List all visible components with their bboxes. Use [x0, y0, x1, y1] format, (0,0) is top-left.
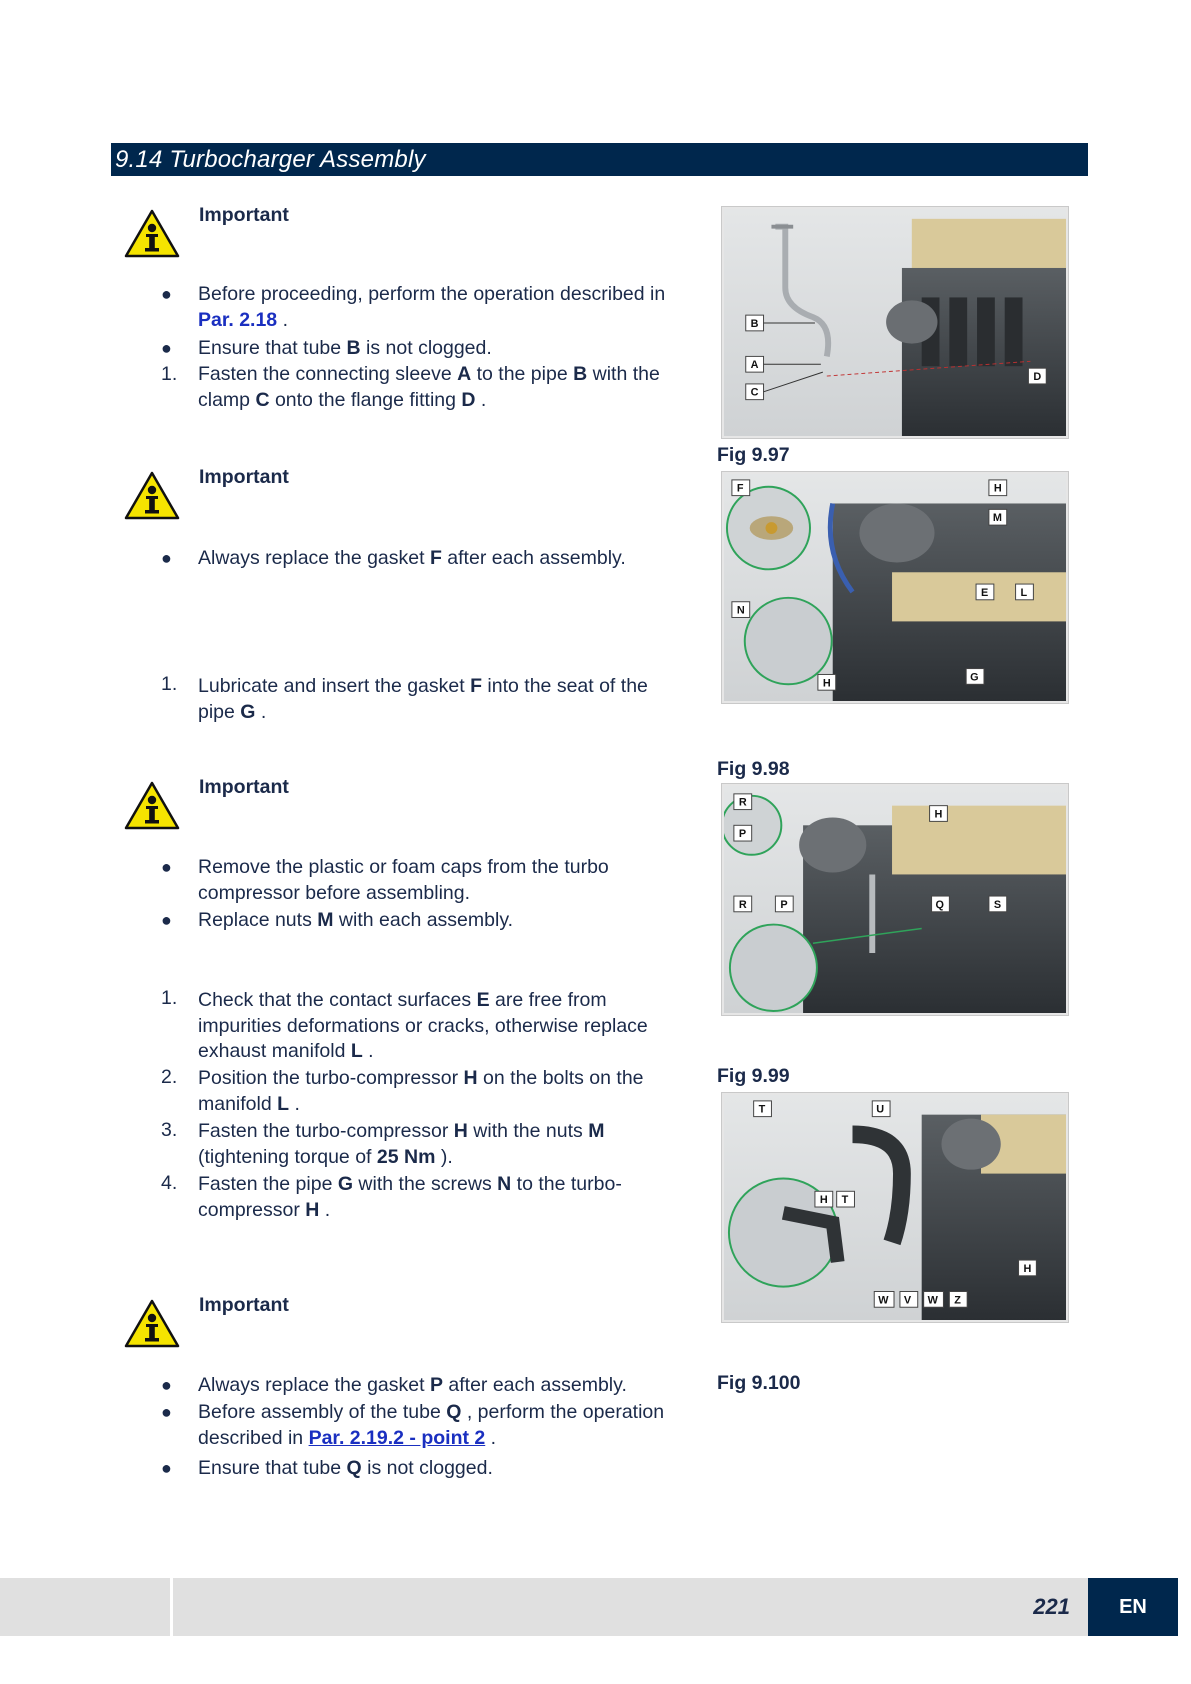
- fig-label: S: [993, 898, 1002, 911]
- bullet-icon: ●: [161, 548, 172, 568]
- par-2-19-2-link[interactable]: Par. 2.19.2 - point 2: [308, 1426, 486, 1449]
- ref-letter: F: [429, 547, 442, 569]
- language-badge: EN: [1088, 1578, 1178, 1636]
- text-span: Lubricate and insert the gasket: [198, 675, 471, 697]
- bullet-icon: ●: [161, 1402, 172, 1422]
- fig-label: H: [822, 677, 831, 690]
- fig-label: H: [1023, 1262, 1032, 1275]
- figure-caption: Fig 9.97: [717, 444, 790, 466]
- text-span: Replace nuts: [198, 909, 318, 931]
- fig-label: A: [750, 359, 759, 372]
- footer-divider: [170, 1578, 173, 1636]
- text-span: on the bolts on the manifold: [198, 1067, 644, 1115]
- figure-9-99: [722, 784, 1068, 1015]
- text-span: .: [485, 1426, 497, 1449]
- text-span: Always replace the gasket: [198, 547, 430, 569]
- ref-letter: C: [255, 388, 270, 411]
- page-footer: [0, 1578, 1178, 1636]
- engine-illustration: [724, 1095, 1066, 1320]
- text-span: to the turbo-compressor: [198, 1173, 622, 1221]
- bullet-item: [198, 908, 688, 934]
- ref-letter: F: [470, 675, 483, 697]
- bullet-icon: ●: [161, 857, 172, 877]
- text-span: .: [289, 1092, 300, 1115]
- bullet-icon: ●: [161, 338, 172, 358]
- fig-label: E: [980, 586, 989, 599]
- figure-9-97: [722, 207, 1068, 438]
- text-span: , perform the operation described in: [198, 1401, 665, 1449]
- fig-label: Z: [954, 1294, 961, 1307]
- text-span: Ensure that tube: [198, 337, 347, 359]
- fig-label: T: [758, 1103, 766, 1116]
- bullet-icon: ●: [161, 1375, 172, 1395]
- ref-letter: Q: [446, 1401, 462, 1423]
- text-span: into the seat of the pipe: [198, 675, 648, 723]
- figure-9-98: [722, 472, 1068, 703]
- ref-letter: G: [240, 700, 256, 723]
- text-span: with the clamp: [198, 363, 660, 411]
- fig-label: M: [992, 512, 1002, 525]
- fig-label: L: [1020, 586, 1028, 599]
- fig-label: Q: [935, 898, 944, 911]
- text-span: .: [475, 388, 487, 411]
- fig-label: T: [841, 1194, 849, 1207]
- warning-info-icon: [124, 470, 180, 520]
- text-span: is not clogged.: [360, 337, 492, 359]
- text-span: to the pipe: [471, 363, 574, 385]
- fig-label: R: [738, 898, 747, 911]
- ref-letter: L: [350, 1040, 363, 1062]
- fig-label: N: [736, 604, 745, 617]
- text-span: with the nuts: [467, 1120, 589, 1142]
- text-span: Fasten the pipe: [198, 1173, 338, 1195]
- text-span: Before proceeding, perform the operation described in: [198, 283, 666, 305]
- fig-label: C: [750, 386, 759, 399]
- figure-caption: Fig 9.98: [717, 758, 790, 780]
- text-span: Ensure that tube: [198, 1457, 347, 1479]
- ref-letter: H: [453, 1120, 468, 1142]
- bullet-item: [198, 1456, 688, 1482]
- bullet-icon: ●: [161, 284, 172, 304]
- fig-label: H: [819, 1194, 828, 1207]
- torque-value: 25 Nm: [376, 1145, 436, 1168]
- fig-label: D: [1033, 371, 1042, 383]
- text-span: .: [255, 700, 267, 723]
- text-span: Fasten the connecting sleeve: [198, 363, 458, 385]
- text-span: is not clogged.: [361, 1457, 493, 1479]
- warning-info-icon: [124, 208, 180, 258]
- figure-caption: Fig 9.100: [717, 1372, 801, 1394]
- step-number: 4.: [161, 1172, 178, 1194]
- step-item: [198, 674, 688, 725]
- fig-label: V: [903, 1294, 912, 1307]
- text-span: Check that the contact surfaces: [198, 989, 477, 1011]
- ref-letter: M: [588, 1120, 605, 1142]
- text-span: .: [277, 308, 288, 331]
- text-span: Before assembly of the tube: [198, 1401, 447, 1423]
- fig-label: R: [738, 796, 747, 809]
- step-item: [198, 1066, 673, 1117]
- text-span: are free from impurities deformations or cracks, otherwise replace exhaust manifold: [198, 989, 648, 1062]
- text-span: Fasten the turbo-compressor: [198, 1120, 454, 1142]
- important-label: Important: [199, 776, 289, 798]
- fig-label: W: [927, 1294, 938, 1307]
- warning-info-icon: [124, 780, 180, 830]
- bullet-item: [198, 282, 688, 333]
- fig-label: U: [876, 1103, 885, 1116]
- ref-letter: Q: [346, 1457, 362, 1479]
- ref-letter: E: [476, 989, 490, 1011]
- engine-illustration: [724, 209, 1066, 436]
- bullet-item: [198, 336, 688, 362]
- ref-letter: M: [317, 909, 334, 931]
- par-2-18-link[interactable]: Par. 2.18: [198, 308, 278, 331]
- ref-letter: P: [429, 1374, 443, 1396]
- bullet-item: [198, 1373, 688, 1399]
- text-span: onto the flange fitting: [269, 388, 462, 411]
- step-number: 1.: [161, 987, 178, 1009]
- ref-letter: D: [461, 388, 476, 411]
- important-label: Important: [199, 466, 289, 488]
- ref-letter: A: [457, 363, 472, 385]
- figure-9-100: [722, 1093, 1068, 1322]
- fig-label: G: [970, 671, 979, 684]
- step-item: [198, 988, 673, 1065]
- bullet-item: [198, 1400, 688, 1451]
- important-label: Important: [199, 1294, 289, 1316]
- text-span: .: [319, 1198, 331, 1221]
- bullet-item: [198, 855, 668, 906]
- ref-letter: B: [346, 337, 361, 359]
- engine-illustration: [724, 474, 1066, 701]
- step-item: [198, 362, 688, 413]
- fig-label: P: [738, 828, 747, 841]
- text-span: Always replace the gasket: [198, 1374, 430, 1396]
- step-item: [198, 1119, 638, 1170]
- step-number: 1.: [161, 673, 178, 695]
- ref-letter: N: [497, 1173, 512, 1195]
- text-span: Remove the plastic or foam caps from the turbo compressor before assembling.: [198, 856, 609, 904]
- step-number: 1.: [161, 363, 178, 385]
- text-span: (tightening torque of: [198, 1145, 377, 1168]
- fig-label: W: [878, 1294, 889, 1307]
- fig-label: P: [780, 898, 788, 911]
- step-item: [198, 1172, 648, 1223]
- ref-letter: H: [463, 1067, 478, 1089]
- ref-letter: G: [337, 1173, 354, 1195]
- figure-caption: Fig 9.99: [717, 1065, 790, 1087]
- important-label: Important: [199, 204, 289, 226]
- warning-info-icon: [124, 1298, 180, 1348]
- fig-label: B: [750, 317, 759, 330]
- section-title-bar: [111, 143, 1088, 176]
- page-number: 221: [1033, 1594, 1070, 1619]
- fig-label: F: [736, 482, 744, 495]
- text-span: after each assembly.: [441, 547, 626, 569]
- text-span: after each assembly.: [442, 1374, 627, 1396]
- text-span: Position the turbo-compressor: [198, 1067, 464, 1089]
- ref-letter: B: [573, 363, 588, 385]
- bullet-icon: ●: [161, 910, 172, 930]
- text-span: .: [362, 1040, 374, 1062]
- section-title: 9.14 Turbocharger Assembly: [115, 146, 426, 173]
- text-span: with the screws: [353, 1173, 498, 1195]
- step-number: 3.: [161, 1119, 178, 1141]
- fig-label: H: [934, 808, 943, 821]
- step-number: 2.: [161, 1066, 178, 1088]
- ref-letter: L: [277, 1092, 290, 1115]
- text-span: with each assembly.: [333, 909, 514, 931]
- bullet-item: [198, 546, 688, 572]
- engine-illustration: [724, 786, 1066, 1013]
- fig-label: H: [993, 482, 1002, 495]
- text-span: ).: [435, 1145, 453, 1168]
- ref-letter: H: [305, 1198, 320, 1221]
- bullet-icon: ●: [161, 1458, 172, 1478]
